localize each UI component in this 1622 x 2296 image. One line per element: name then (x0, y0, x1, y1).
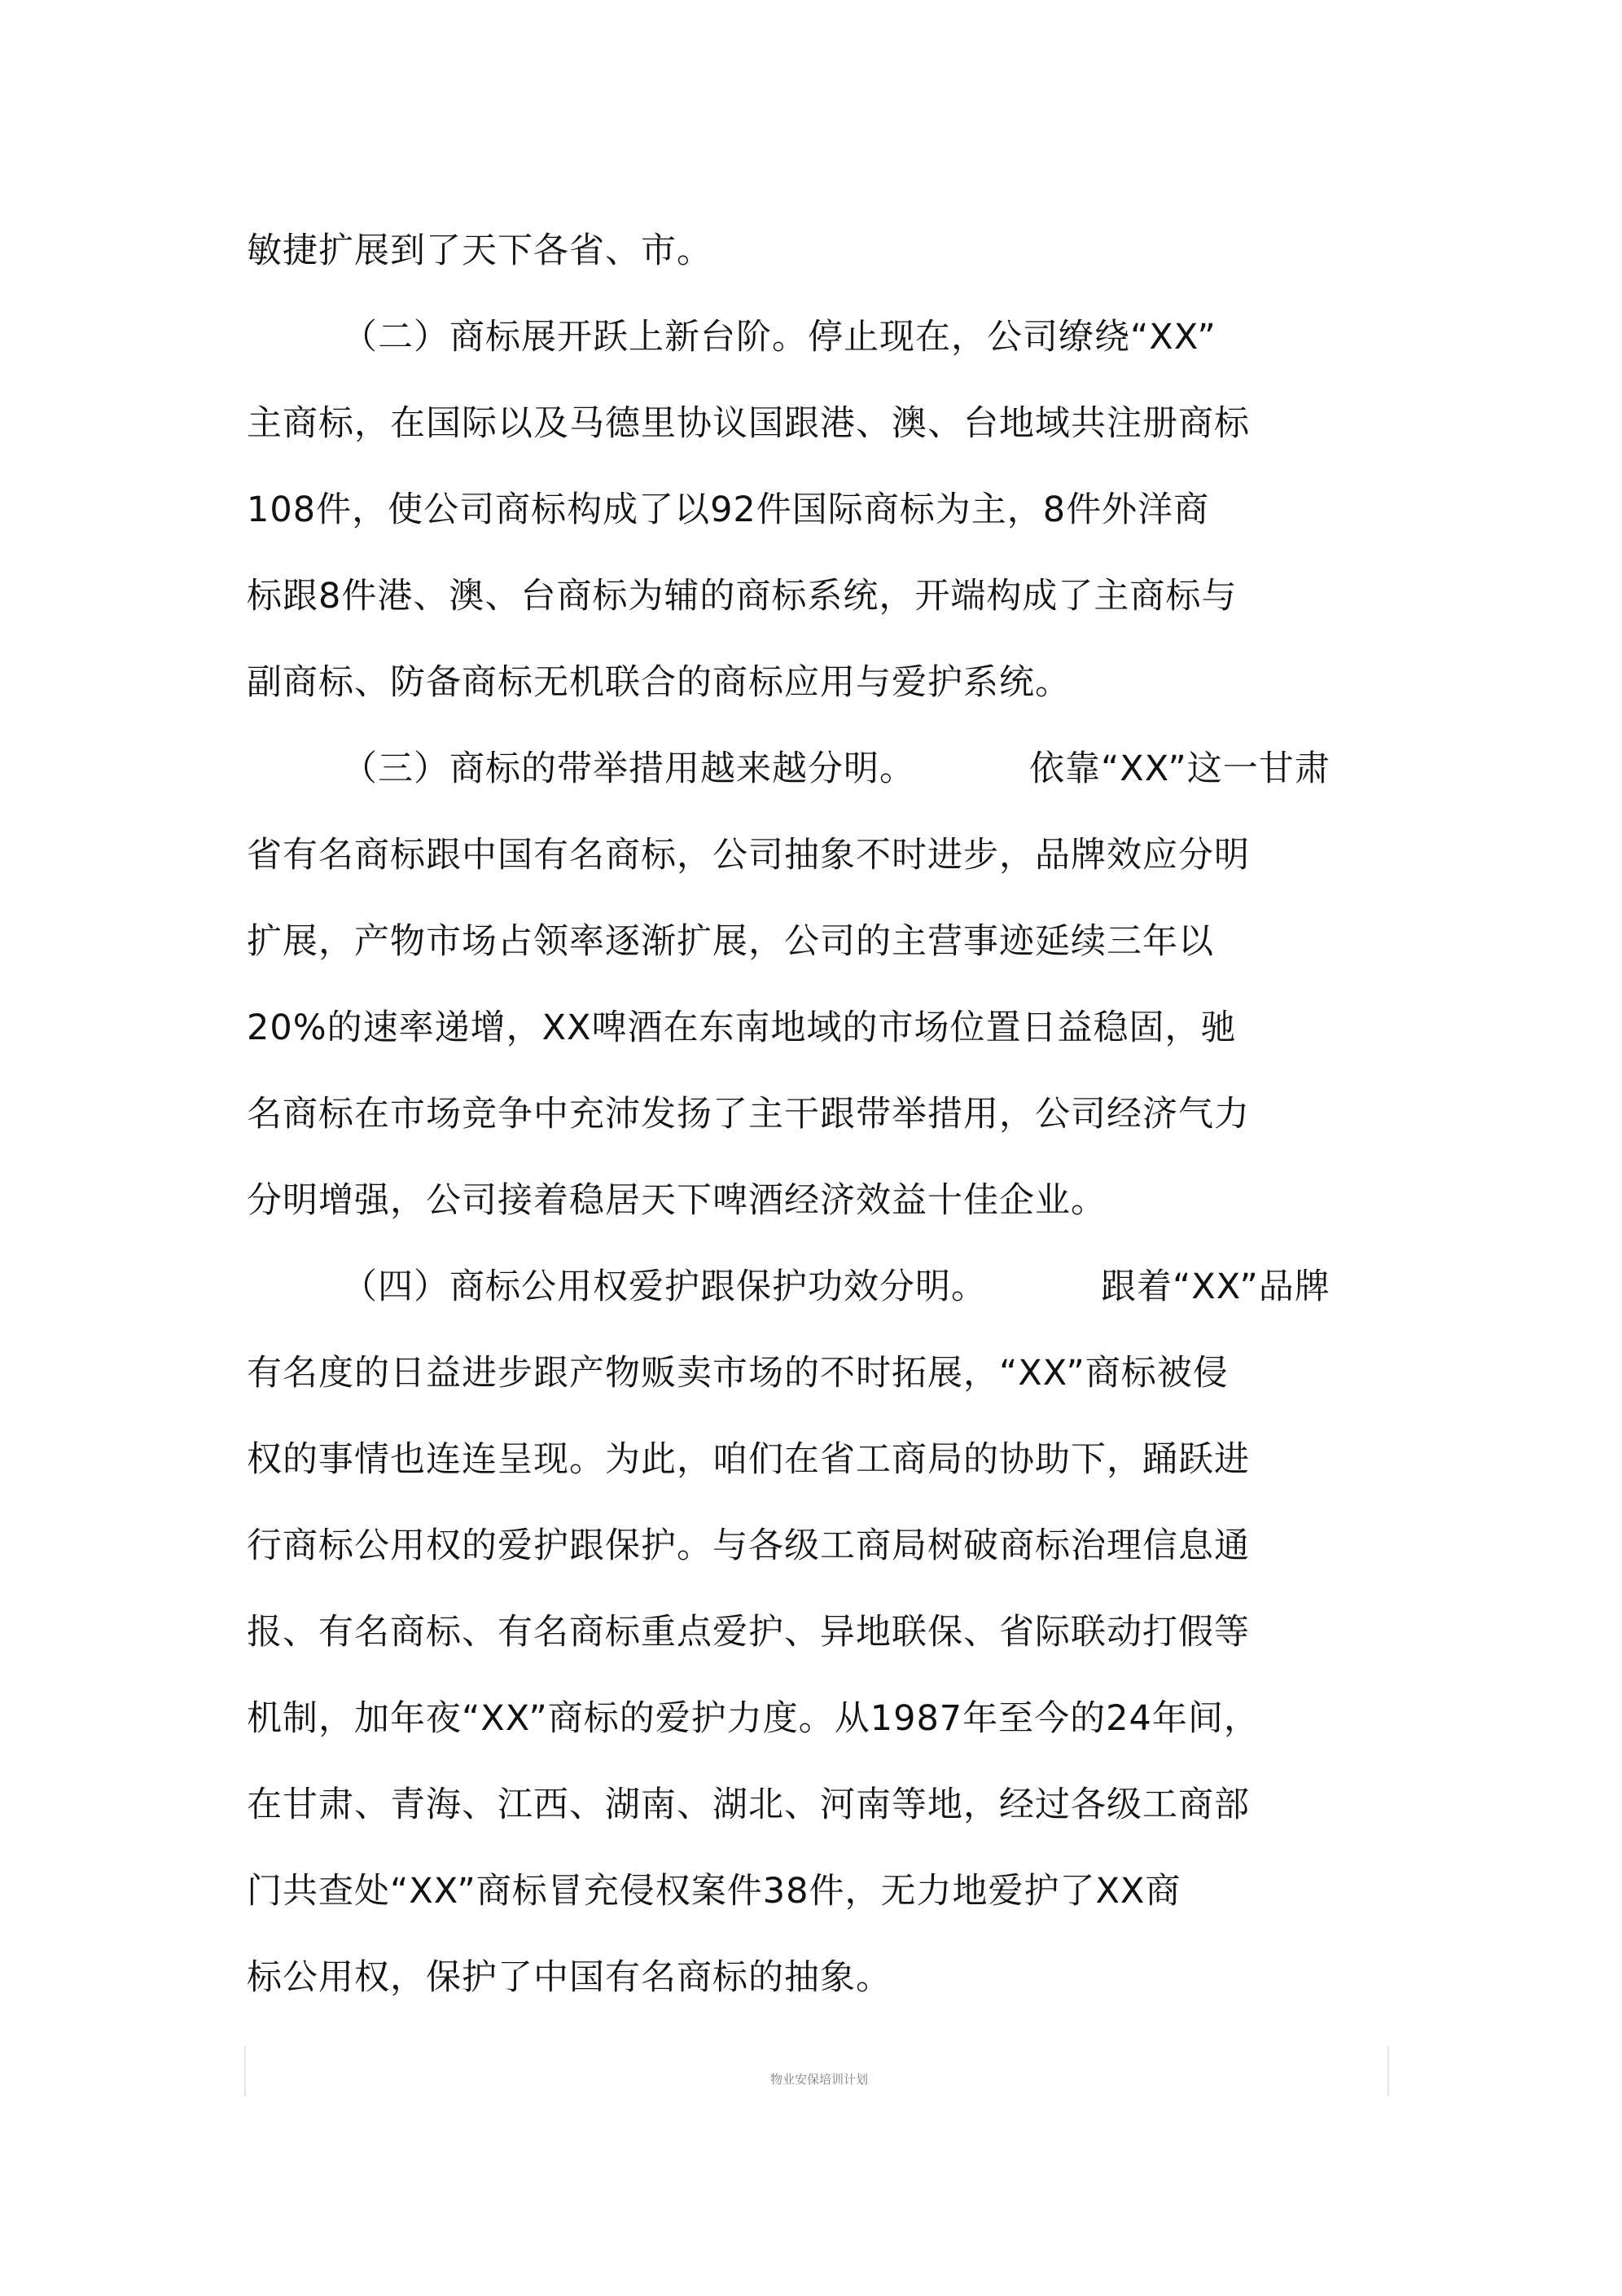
text-line: 行商标公用权的爱护跟保护。与各级工商局树破商标治理信息通 (247, 1526, 1250, 1566)
text-line: 108件，使公司商标构成了以92件国际商标为主，8件外洋商 (247, 489, 1210, 530)
text-line: 标跟8件港、澳、台商标为辅的商标系统，开端构成了主商标与 (247, 576, 1238, 617)
text-line: 副商标、防备商标无机联合的商标应用与爱护系统。 (247, 662, 1071, 703)
paragraph-4-heading (342, 1262, 1330, 1311)
text-line: 标公用权，保护了中国有名商标的抽象。 (247, 1957, 892, 1998)
paragraph-3-heading (342, 744, 1330, 793)
text-line: 省有名商标跟中国有名商标，公司抽象不时进步，品牌效应分明 (247, 835, 1250, 876)
paragraph-4-lead: 跟着“XX”品牌 (1101, 1267, 1330, 1307)
text-line: 报、有名商标、有名商标重点爱护、异地联保、省际联动打假等 (247, 1612, 1250, 1653)
paragraph-2-heading: （二）商标展开跃上新台阶。停止现在，公司缭绕“XX” (342, 317, 1216, 358)
text-line: 权的事情也连连呈现。为此，咱们在省工商局的协助下，踊跃进 (247, 1439, 1250, 1480)
text-line: 机制，加年夜“XX”商标的爱护力度。从1987年至今的24年间， (247, 1698, 1260, 1739)
text-line: 有名度的日益进步跟产物贩卖市场的不时拓展，“XX”商标被侵 (247, 1353, 1229, 1394)
text-line: 分明增强，公司接着稳居天下啤酒经济效益十佳企业。 (247, 1180, 1107, 1221)
paragraph-4-title: （四）商标公用权爱护跟保护功效分明。 (342, 1267, 987, 1307)
text-line: 名商标在市场竞争中充沛发扬了主干跟带举措用，公司经济气力 (247, 1094, 1250, 1135)
text-line: 扩展，产物市场占领率逐渐扩展，公司的主营事迹延续三年以 (247, 921, 1214, 962)
text-line: 20%的速率递增，XX啤酒在东南地域的市场位置日益稳固，驰 (247, 1008, 1237, 1048)
paragraph-3-title: （三）商标的带举措用越来越分明。 (342, 749, 915, 789)
text-line: 敏捷扩展到了天下各省、市。 (247, 230, 712, 271)
text-line: 主商标，在国际以及马德里协议国跟港、澳、台地域共注册商标 (247, 403, 1250, 444)
page-footer: 物业安保培训计划 (769, 2072, 868, 2087)
text-line: 门共查处“XX”商标冒充侵权案件38件，无力地爱护了XX商 (247, 1871, 1181, 1912)
text-line: 在甘肃、青海、江西、湖南、湖北、河南等地，经过各级工商部 (247, 1785, 1250, 1825)
paragraph-3-lead: 依靠“XX”这一甘肃 (1029, 749, 1330, 789)
